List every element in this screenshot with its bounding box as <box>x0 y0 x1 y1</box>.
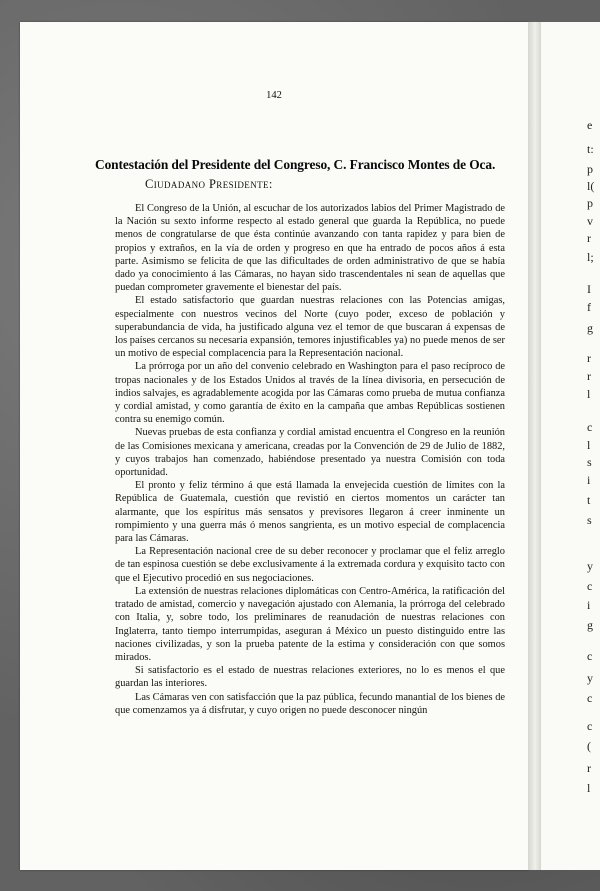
book-gutter <box>528 22 540 870</box>
facing-page <box>540 22 600 870</box>
facing-page-letter: ( <box>587 739 591 753</box>
facing-page-letters <box>587 22 600 870</box>
facing-page-letter: I <box>587 282 591 296</box>
document-heading: Contestación del Presidente del Congreso, C. Francisco Montes de Oca. <box>95 157 496 172</box>
facing-page-letter: g <box>587 618 593 632</box>
paragraph: La Representación nacional cree de su deber reconocer y proclamar que el feliz arreglo de tan espinosa cuestión se debe exclusivamente á la extremada cordura y exquisito tacto con que el Ejecutivo procedió en sus negociaciones. <box>115 546 505 584</box>
facing-page-letter: t: <box>587 142 594 156</box>
paragraph: Las Cámaras ven con satisfacción que la paz pública, fecundo manantial de los bienes de que comenzamos ya á disfrutar, y cuyo origen no puede desconocer ningún <box>115 691 505 716</box>
page-number: 142 <box>266 90 282 101</box>
facing-page-letter: p <box>587 196 593 210</box>
facing-page-letter: s <box>587 513 592 527</box>
facing-page-letter: s <box>587 455 592 469</box>
salutation: Ciudadano Presidente: <box>145 177 273 191</box>
facing-page-letter: r <box>587 231 591 245</box>
facing-page-letter: i <box>587 598 591 612</box>
paragraph: La extensión de nuestras relaciones diplomáticas con Centro-América, la ratificación del tratado de amistad, comercio y navegación ajustado con Alemania, la prórroga del celebrado con Italia, y, sobre todo, los preliminares de reanudación de nuestras relaciones con Inglaterra, tanto tiempo interrumpidas, aseguran á México un puesto distinguido entre las naciones civilizadas, y son la prueba patente de la estima y consideración con que somos mirados. <box>115 585 505 663</box>
facing-page-letter: t <box>587 493 591 507</box>
paragraph: El pronto y feliz término á que está llamada la envejecida cuestión de límites con la República de Guatemala, cuestión que revistió en ciertos momentos un carácter tan alarmante, que los espíritus más sensatos y previsores llegaron á creer inminente un rompimiento y una guerra más ó menos sangrienta, es un motivo especial de complacencia para las Cámaras. <box>115 480 505 545</box>
paragraph: Nuevas pruebas de esta confianza y cordial amistad encuentra el Congreso en la reunión de las Comisiones mexicana y americana, creadas por la Convención de 29 de Julio de 1882, y cuyos trabajos han comenzado, habiéndose presentado ya nuestra Comisión con toda oportunidad. <box>115 427 505 479</box>
facing-page-letter: g <box>587 321 593 335</box>
facing-page-letter: p <box>587 162 593 176</box>
facing-page-letter: y <box>587 671 593 685</box>
facing-page-letter: v <box>587 214 593 228</box>
facing-page-letter: i <box>587 473 591 487</box>
facing-page-letter: e <box>587 118 593 132</box>
facing-page-letter: r <box>587 369 591 383</box>
facing-page-letter: l <box>587 781 591 795</box>
facing-page-letter: c <box>587 579 593 593</box>
paragraph: El estado satisfactorio que guardan nuestras relaciones con las Potencias amigas, especialmente con nuestros vecinos del Norte (cuyo poder, exceso de población y superabundancia de vida, ha justificado alguna vez el temor de que buscaran á expensas de los países cercanos su necesaria expansión, temores injustificables ya) no puede menos de ser un motivo de especial complacencia para la Representación nacional. <box>115 295 505 360</box>
facing-page-letter: l <box>587 438 591 452</box>
body-text <box>115 202 505 717</box>
paragraph: La prórroga por un año del convenio celebrado en Washington para el paso recíproco de tropas nacionales y de los Estados Unidos al través de la línea divisoria, en persecución de indios salvajes, es agradablemente acogida por las Cámaras como prueba de mutua confianza y cordial amistad, y como garantía de éxito en la campaña que ambas Repúblicas sostienen contra su enemigo común. <box>115 361 505 426</box>
facing-page-letter: f <box>587 300 591 314</box>
facing-page-letter: c <box>587 420 593 434</box>
facing-page-letter: r <box>587 351 591 365</box>
facing-page-letter: l <box>587 387 591 401</box>
facing-page-letter: l; <box>587 250 594 264</box>
facing-page-letter: r <box>587 761 591 775</box>
facing-page-letter: c <box>587 649 593 663</box>
facing-page-letter: c <box>587 719 593 733</box>
paragraph: Si satisfactorio es el estado de nuestras relaciones exteriores, no lo es menos el que guardan las interiores. <box>115 665 505 690</box>
facing-page-letter: y <box>587 559 593 573</box>
paragraph: El Congreso de la Unión, al escuchar de los autorizados labios del Primer Magistrado de la Nación su sexto informe respecto al estado general que guarda la República, no puede menos de congratularse de que ésta continúe avanzando con tanta rapidez y para bien de propios y extraños, en la vía de orden y progreso en que ha entrado de pocos años á esta parte. Asimismo se felicita de que las dificultades de orden administrativo de que se había dado ya conocimiento á las Cámaras, no hayan sido trascendentales ni sean de aquellas que puedan comprometer gravemente el bienestar del país. <box>115 203 505 294</box>
facing-page-letter: l( <box>587 179 595 193</box>
document-page <box>20 22 528 870</box>
facing-page-letter: c <box>587 691 593 705</box>
